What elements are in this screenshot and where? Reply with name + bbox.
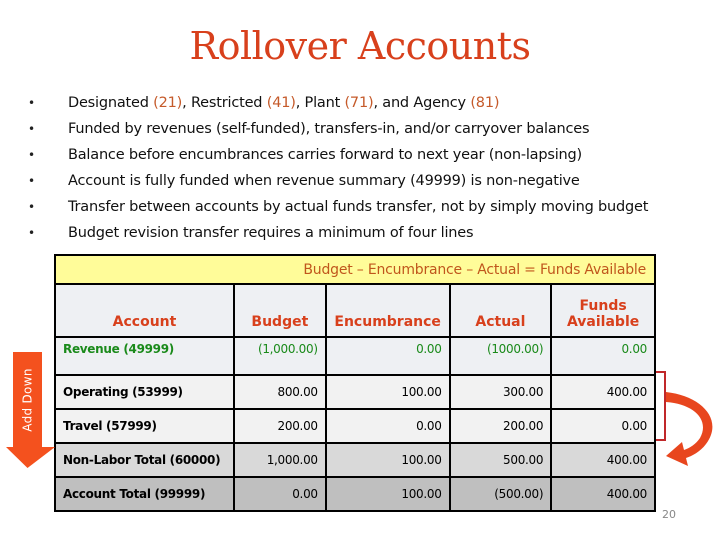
- table-row-revenue: [55, 337, 655, 375]
- cell-account: Account Total (99999): [55, 477, 234, 511]
- cell-budget: 800.00: [234, 375, 326, 409]
- bullet-item-transfer: [26, 194, 648, 220]
- bullet-text: Balance before encumbrances carries forward to next year (non-lapsing): [68, 147, 582, 163]
- bullet-text: , Restricted: [182, 95, 267, 111]
- cell-budget: 1,000.00: [234, 443, 326, 477]
- header-funds-available: [551, 284, 655, 337]
- cell-funds-available: 0.00: [551, 337, 655, 375]
- bullet-list: [26, 90, 648, 246]
- cell-funds-available: 400.00: [551, 477, 655, 511]
- funds-available-table: [54, 254, 656, 512]
- cell-actual: 500.00: [450, 443, 552, 477]
- bullet-dot-icon: •: [28, 226, 35, 240]
- bullet-text: Budget revision transfer requires a minimum of four lines: [68, 225, 474, 241]
- header-encumbrance: Encumbrance: [326, 284, 450, 337]
- cell-account: Operating (53999): [55, 375, 234, 409]
- header-funds-line2: Available: [566, 314, 640, 330]
- cell-actual: (500.00): [450, 477, 552, 511]
- cell-actual: 300.00: [450, 375, 552, 409]
- fund-code-designated: (21): [153, 95, 183, 111]
- bullet-item-fully-funded: [26, 168, 648, 194]
- cell-account: Travel (57999): [55, 409, 234, 443]
- cell-actual: (1000.00): [450, 337, 552, 375]
- cell-funds-available: 0.00: [551, 409, 655, 443]
- bullet-item-carry-forward: [26, 142, 648, 168]
- fund-code-plant: (71): [344, 95, 374, 111]
- funds-available-formula: Budget – Encumbrance – Actual = Funds Available: [55, 255, 655, 284]
- bullet-item-funding-sources: [26, 116, 648, 142]
- bullet-dot-icon: •: [28, 200, 35, 214]
- cell-encumbrance: 0.00: [326, 409, 450, 443]
- fund-code-agency: (81): [470, 95, 500, 111]
- curved-arrow-icon: [662, 390, 720, 470]
- cell-encumbrance: 100.00: [326, 477, 450, 511]
- table-row-travel: [55, 409, 655, 443]
- cell-budget: 200.00: [234, 409, 326, 443]
- cell-account: Revenue (49999): [55, 337, 234, 375]
- bullet-text: , Plant: [295, 95, 345, 111]
- bullet-text: Funded by revenues (self-funded), transfers-in, and/or carryover balances: [68, 121, 590, 137]
- bullet-text: Designated: [68, 95, 154, 111]
- bullet-text: Transfer between accounts by actual funds transfer, not by simply moving budget: [68, 199, 649, 215]
- cell-encumbrance: 0.00: [326, 337, 450, 375]
- add-down-label: [13, 352, 42, 448]
- header-funds-line1: Funds: [579, 298, 627, 314]
- add-down-text: Add Down: [20, 368, 35, 432]
- page-number: 20: [662, 508, 676, 521]
- cell-budget: (1,000.00): [234, 337, 326, 375]
- bullet-dot-icon: •: [28, 148, 35, 162]
- cell-actual: 200.00: [450, 409, 552, 443]
- bullet-text: , and Agency: [373, 95, 471, 111]
- header-actual: Actual: [450, 284, 552, 337]
- cell-funds-available: 400.00: [551, 375, 655, 409]
- cell-funds-available: 400.00: [551, 443, 655, 477]
- cell-budget: 0.00: [234, 477, 326, 511]
- table-row-account-total: [55, 477, 655, 511]
- bullet-item-fund-types: [26, 90, 648, 116]
- slide-title: Rollover Accounts: [189, 24, 531, 68]
- table-header-row: [55, 284, 655, 337]
- bullet-item-budget-revision: [26, 220, 648, 246]
- table-row-operating: [55, 375, 655, 409]
- header-account: Account: [55, 284, 234, 337]
- bullet-text: Account is fully funded when revenue summary (49999) is non-negative: [68, 173, 580, 189]
- cell-encumbrance: 100.00: [326, 443, 450, 477]
- table-row-non-labor-total: [55, 443, 655, 477]
- bullet-dot-icon: •: [28, 174, 35, 188]
- bullet-dot-icon: •: [28, 96, 35, 110]
- bullet-dot-icon: •: [28, 122, 35, 136]
- fund-code-restricted: (41): [266, 95, 296, 111]
- cell-account: Non-Labor Total (60000): [55, 443, 234, 477]
- formula-row: [55, 255, 655, 284]
- cell-encumbrance: 100.00: [326, 375, 450, 409]
- header-budget: Budget: [234, 284, 326, 337]
